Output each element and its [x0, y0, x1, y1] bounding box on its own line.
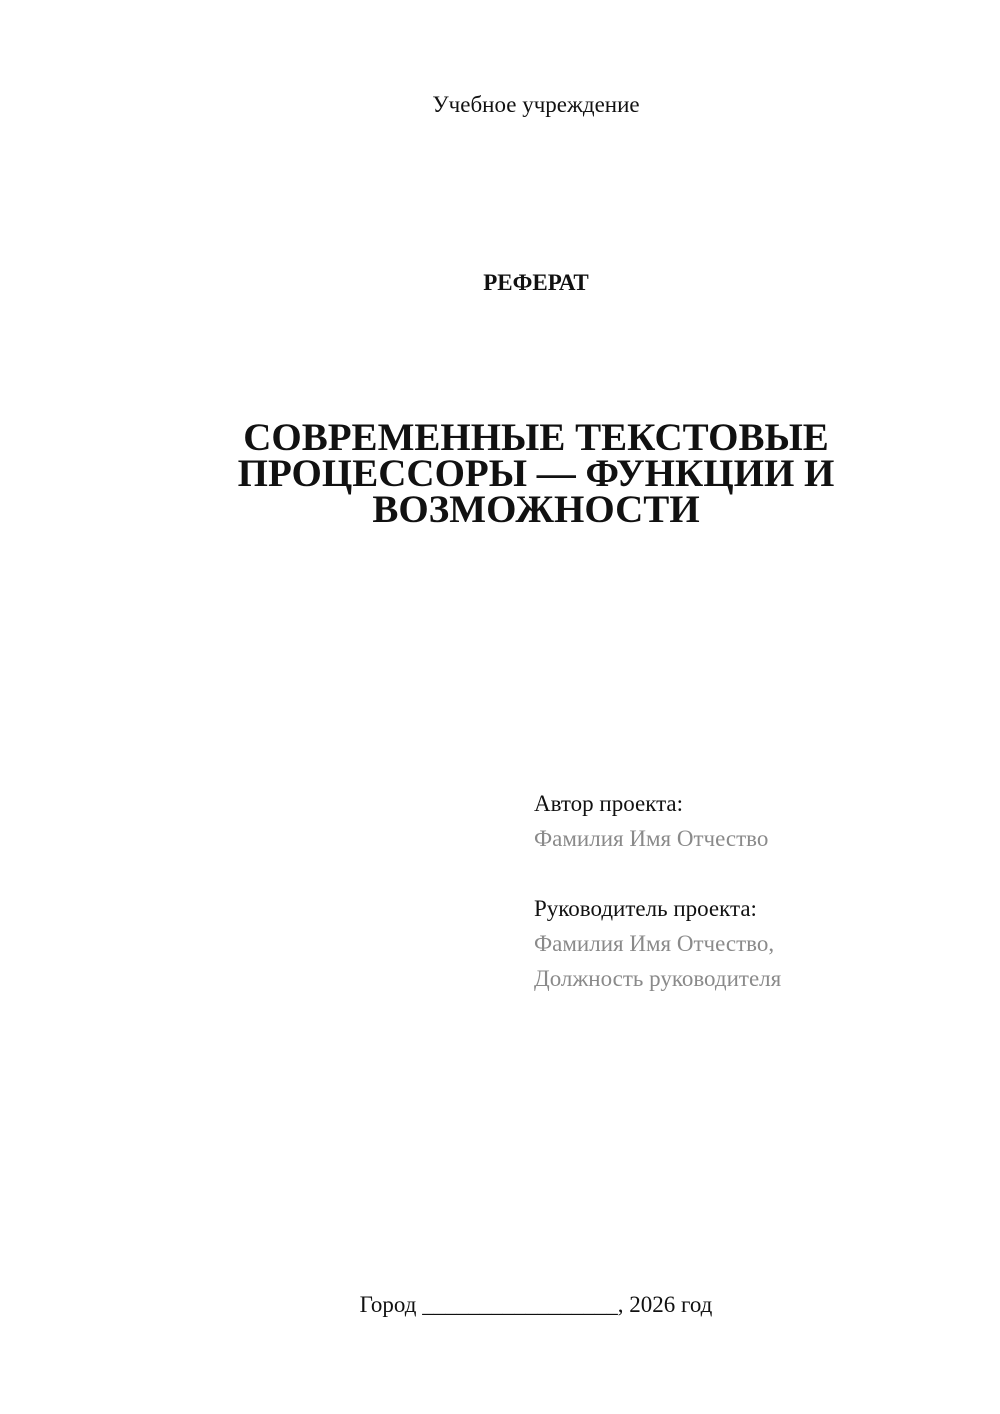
supervisor-label: Руководитель проекта:: [534, 896, 757, 921]
spacer: [534, 856, 974, 891]
document-title-line: ПРОЦЕССОРЫ — ФУНКЦИИ И: [237, 452, 835, 495]
document-type: РЕФЕРАТ: [483, 270, 589, 295]
supervisor-position: Должность руководителя: [534, 966, 782, 991]
document-title: [200, 416, 872, 531]
document-title-line: СОВРЕМЕННЫЕ ТЕКСТОВЫЕ: [243, 416, 829, 459]
author-label: Автор проекта:: [534, 791, 683, 816]
author-name: Фамилия Имя Отчество: [534, 826, 769, 851]
city-year-line: Город _________________, 2026 год: [359, 1292, 713, 1317]
supervisor-name: Фамилия Имя Отчество,: [534, 931, 775, 956]
document-title-line: ВОЗМОЖНОСТИ: [372, 488, 700, 531]
institution-name: Учебное учреждение: [432, 92, 640, 117]
authors-block: [534, 786, 974, 996]
